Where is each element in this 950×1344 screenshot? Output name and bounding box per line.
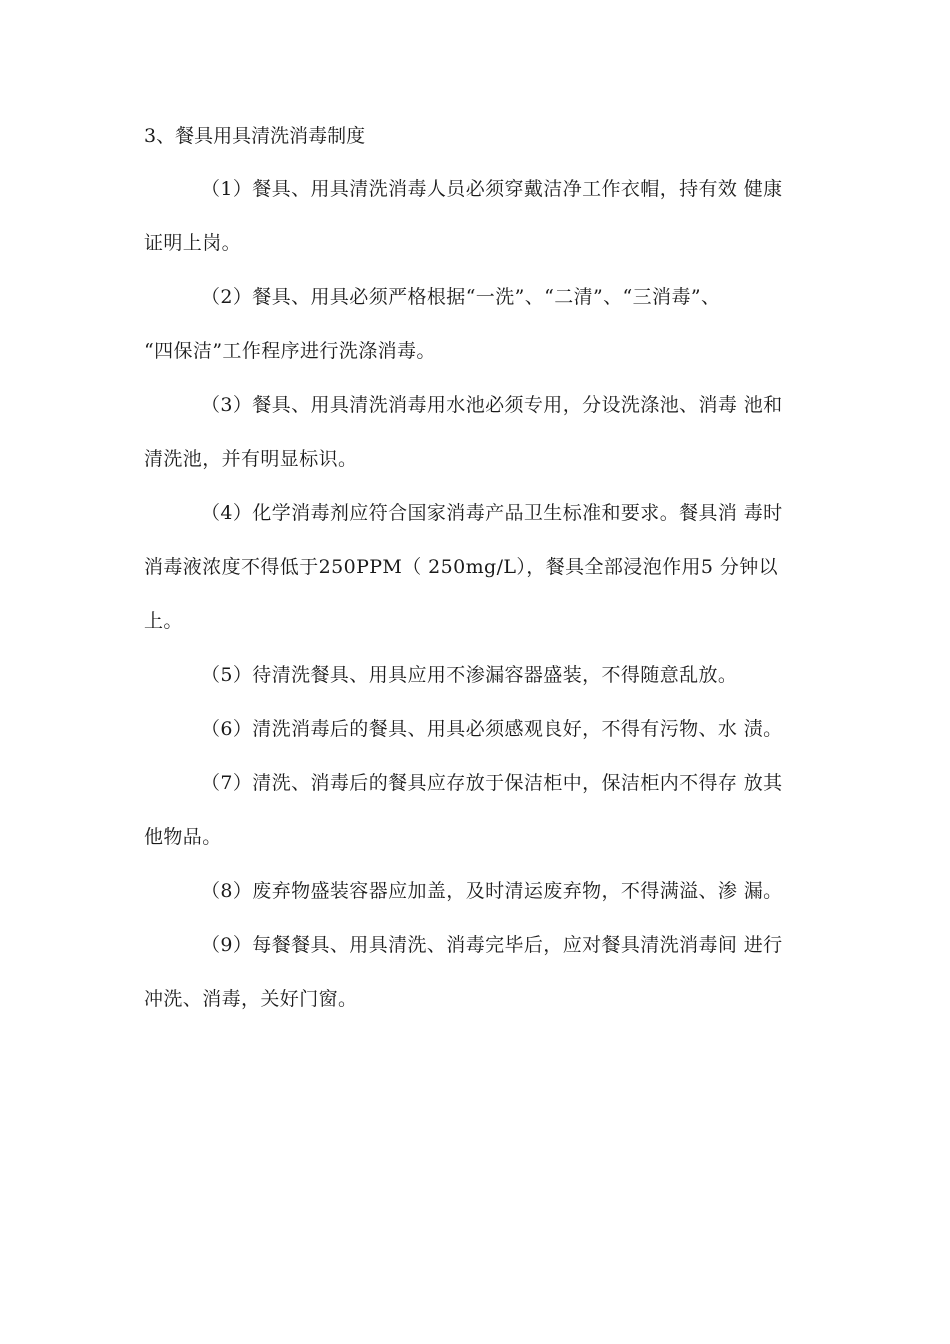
paragraph-line: （4）化学消毒剂应符合国家消毒产品卫生标准和要求。餐具消 毒时 (201, 502, 783, 524)
paragraph-line: （1）餐具、用具清洗消毒人员必须穿戴洁净工作衣帽，持有效 健康 (201, 178, 783, 200)
paragraph-3 (144, 378, 810, 486)
paragraph-line: （2）餐具、用具必须严格根据“一洗”、“二清”、“三消毒”、 (201, 286, 721, 308)
paragraph-9 (144, 918, 810, 1026)
paragraph-5 (144, 648, 810, 702)
paragraph-8 (144, 864, 810, 918)
paragraph-2 (144, 270, 810, 378)
section-title: 3、餐具用具清洗消毒制度 (144, 125, 366, 147)
paragraph-line: 清洗池，并有明显标识。 (144, 448, 358, 470)
paragraph-line: （5）待清洗餐具、用具应用不渗漏容器盛装，不得随意乱放。 (201, 664, 738, 686)
paragraph-line: （3）餐具、用具清洗消毒用水池必须专用，分设洗涤池、消毒 池和 (201, 394, 783, 416)
paragraph-7 (144, 756, 810, 864)
paragraph-line: （8）废弃物盛装容器应加盖，及时清运废弃物，不得满溢、渗 漏。 (201, 880, 783, 902)
paragraph-4 (144, 486, 810, 648)
paragraph-line: 冲洗、消毒，关好门窗。 (144, 988, 358, 1010)
paragraph-line: 消毒液浓度不得低于250PPM（ 250mg/L），餐具全部浸泡作用5 分钟以 (144, 556, 779, 578)
paragraph-1 (144, 162, 810, 270)
paragraph-6 (144, 702, 810, 756)
paragraph-line: 他物品。 (144, 826, 222, 848)
paragraph-line: （9）每餐餐具、用具清洗、消毒完毕后，应对餐具清洗消毒间 进行 (201, 934, 783, 956)
document-page (144, 118, 810, 1026)
paragraph-line: 证明上岗。 (144, 232, 242, 254)
paragraph-line: “四保洁”工作程序进行洗涤消毒。 (144, 340, 436, 362)
paragraph-line: 上。 (144, 610, 183, 632)
paragraph-line: （6）清洗消毒后的餐具、用具必须感观良好，不得有污物、水 渍。 (201, 718, 783, 740)
paragraph-line: （7）清洗、消毒后的餐具应存放于保洁柜中，保洁柜内不得存 放其 (201, 772, 783, 794)
